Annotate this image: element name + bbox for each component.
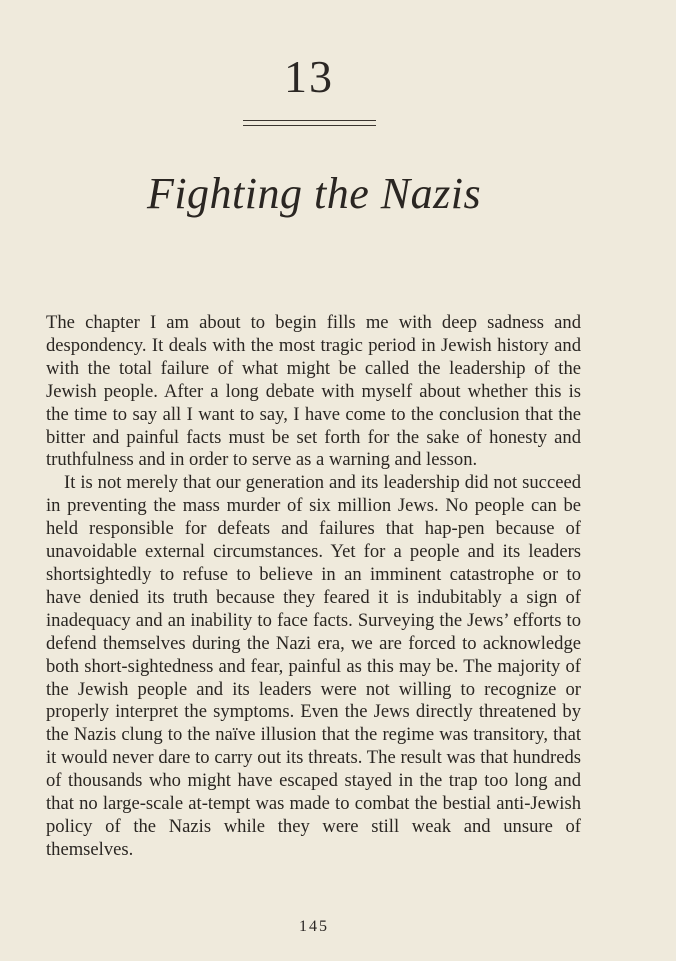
- paragraph-2: It is not merely that our generation and its leadership did not succeed in preventing the mass murder of six million Jews. No people can be held responsible for defeats and failures that hap-pen because of unavoidable external circumstances. Yet for a people and its leaders shortsightedly to refuse to believe in an imminent catastrophe or to have denied its truth because they feared it is indubitably a sign of inadequacy and an inability to face facts. Surveying the Jews’ efforts to defend themselves during the Nazi era, we are forced to acknowledge both short-sightedness and fear, painful as this may be. The majority of the Jewish people and its leaders were not willing to recognize or properly interpret the symptoms. Even the Jews directly threatened by the Nazis clung to the naïve illusion that the regime was transitory, that it would never dare to carry out its threats. The result was that hundreds of thousands who might have escaped stayed in the trap too long and that no large-scale at-tempt was made to combat the bestial anti-Jewish policy of the Nazis while they were still weak and unsure of themselves.: [46, 472, 581, 860]
- body-text: [46, 312, 581, 862]
- page-number: 145: [299, 918, 329, 935]
- title-rule-bottom: [243, 125, 376, 126]
- paragraph-1: The chapter I am about to begin fills me with deep sadness and despondency. It deals with the most tragic period in Jewish history and with the total failure of what might be called the leadership of the Jewish people. After a long debate with myself about whether this is the time to say all I want to say, I have come to the conclusion that the bitter and painful facts must be set forth for the sake of honesty and truthfulness and in order to serve as a warning and lesson.: [46, 312, 581, 471]
- title-rule-top: [243, 120, 376, 121]
- chapter-title: Fighting the Nazis: [146, 169, 482, 218]
- chapter-number: 13: [284, 51, 334, 102]
